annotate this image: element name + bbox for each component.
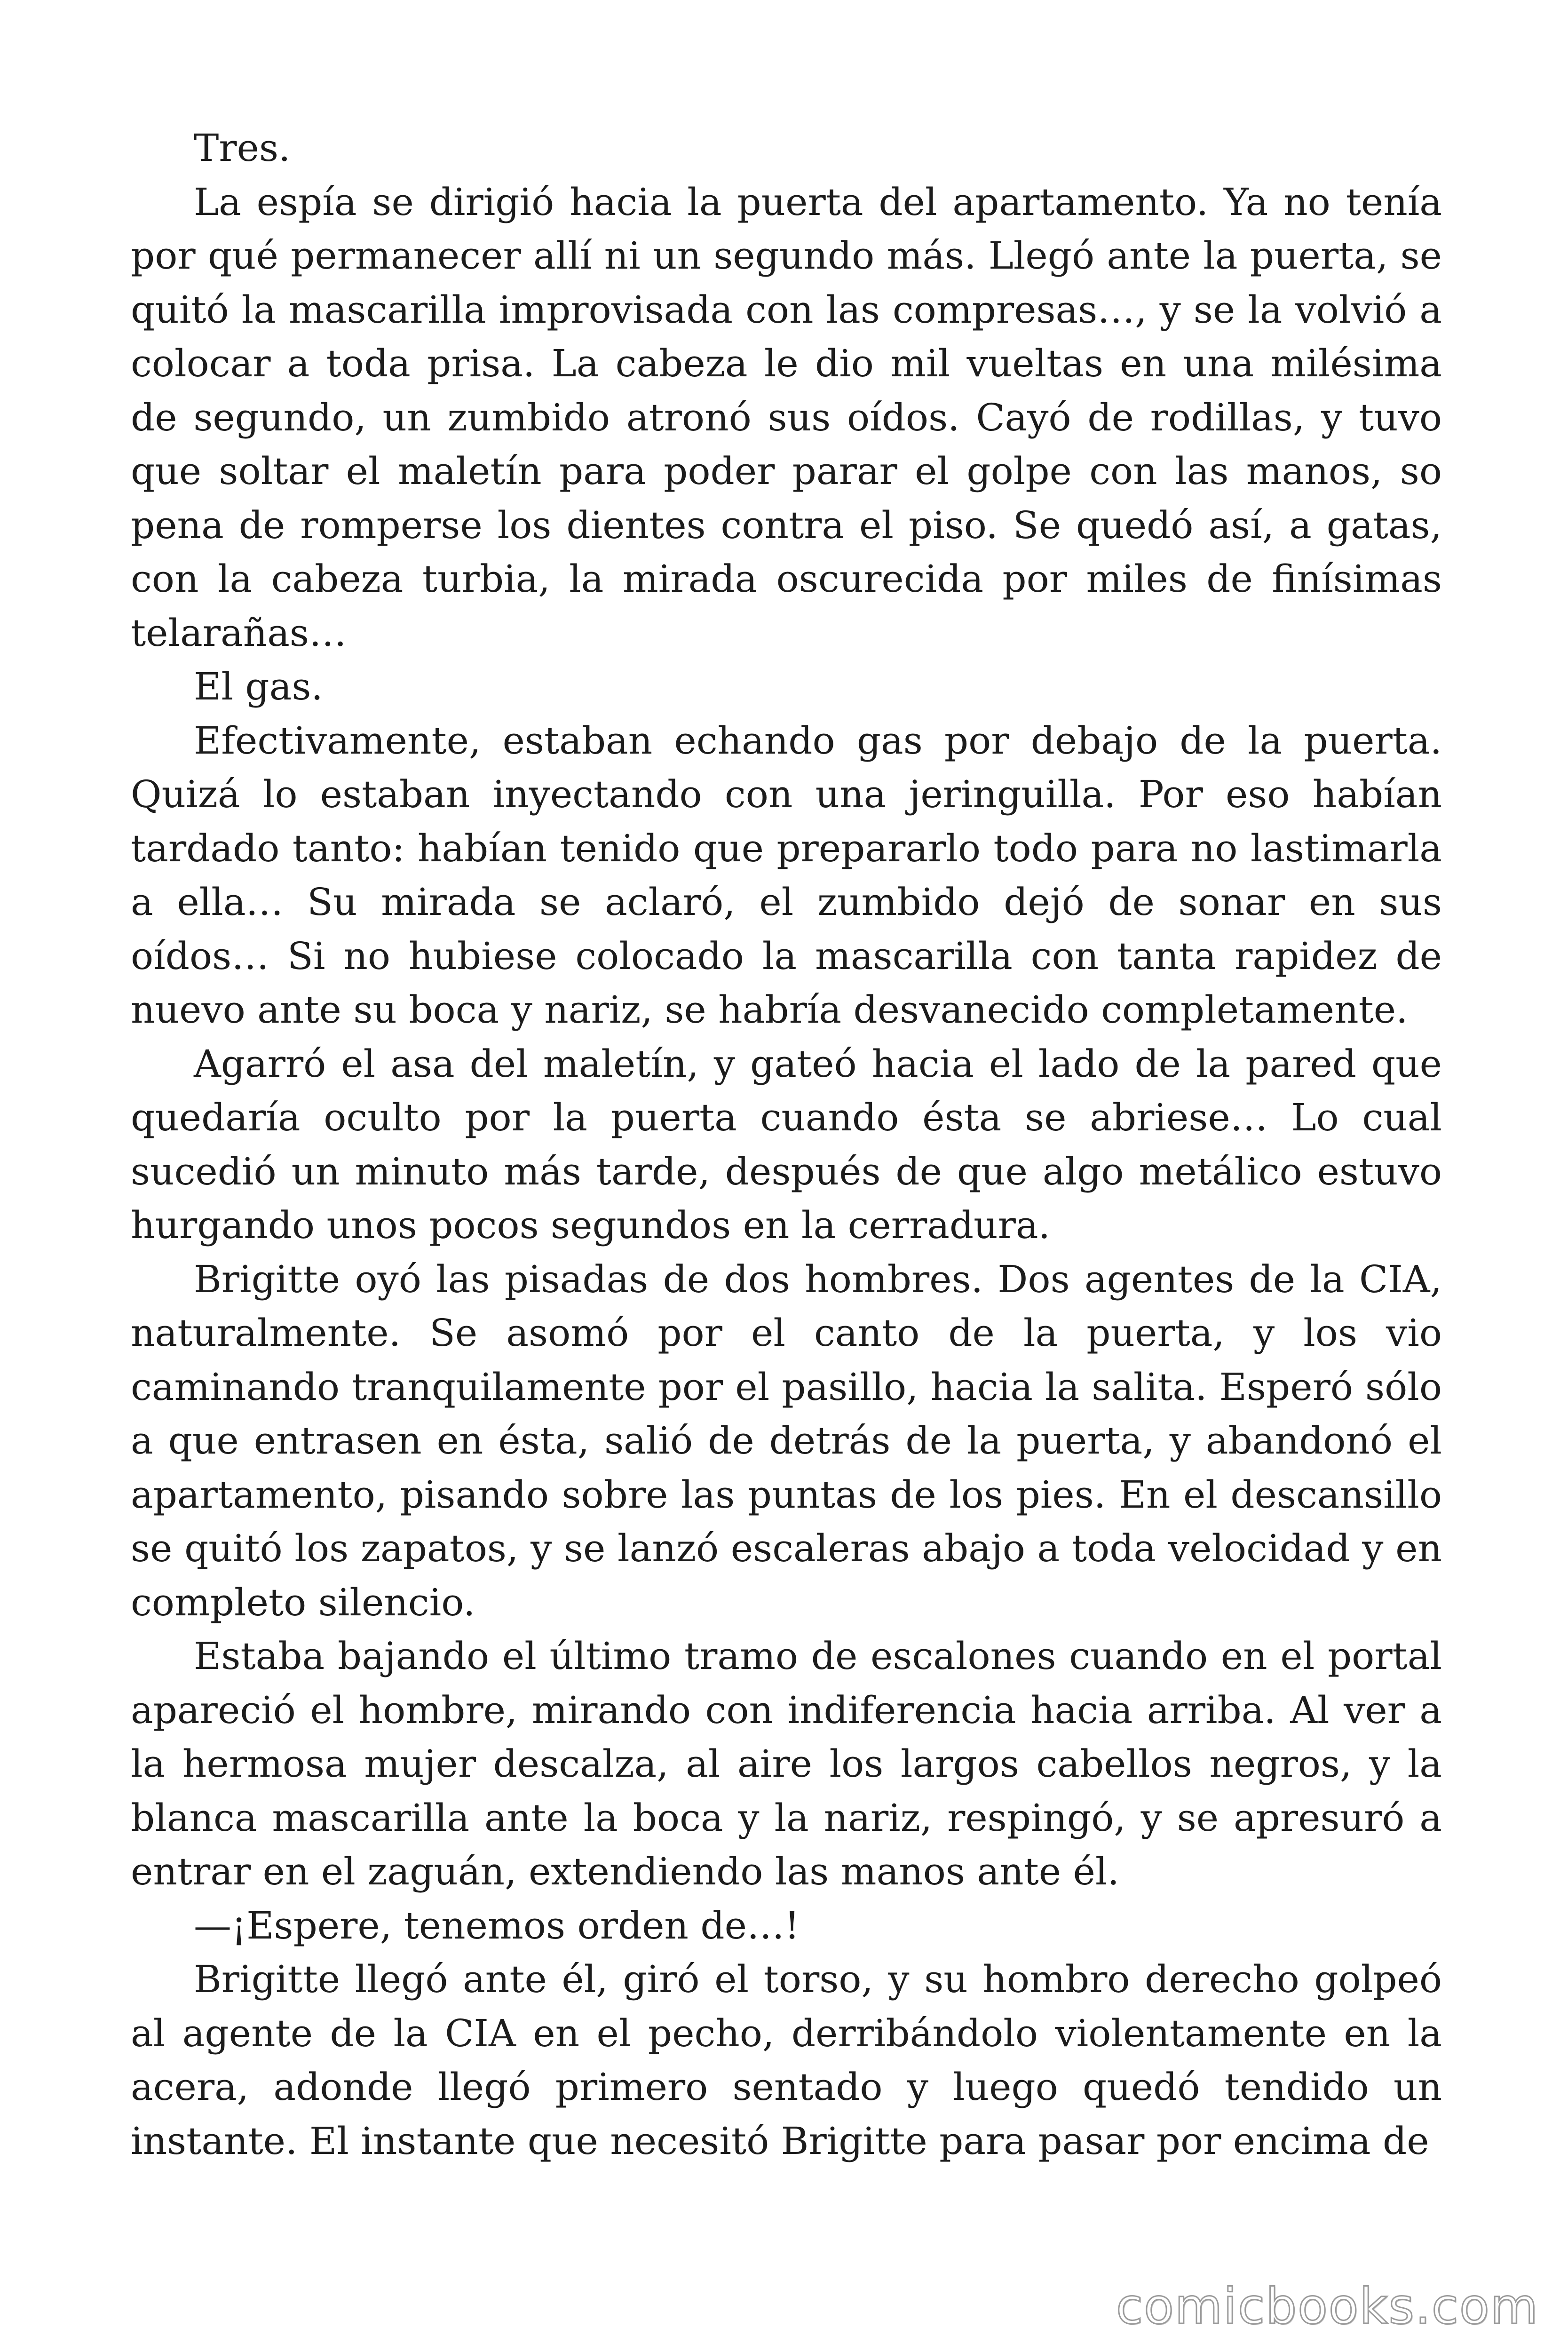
paragraph: Estaba bajando el último tramo de escalones cuando en el portal apareció el hombre, mirando con indiferencia hacia arriba. Al ver a la hermosa mujer descalza, al aire los largos cabellos negros, y la blanca mascarilla ante la boca y la nariz, respingó, y se apresuró a entrar en el zaguán, extendiendo las manos ante él.: [131, 1634, 1442, 1893]
paragraph: Efectivamente, estaban echando gas por debajo de la puerta. Quizá lo estaban inyectando con una jeringuilla. Por eso habían tardado tanto: habían tenido que prepararlo todo para no lastimarla a ella… Su mirada se aclaró, el zumbido dejó de sonar en sus oídos… Si no hubiese colocado la mascarilla con tanta rapidez de nuevo ante su boca y nariz, se habría desvanecido completamente.: [131, 718, 1442, 1032]
body-text: [131, 121, 1442, 2168]
dialogue-line: —¡Espere, tenemos orden de…!: [194, 1903, 800, 1947]
paragraph: Brigitte oyó las pisadas de dos hombres. Dos agentes de la CIA, naturalmente. Se asomó por el canto de la puerta, y los vio caminando tranquilamente por el pasillo, hacia la salita. Esperó sólo a que entrasen en ésta, salió de detrás de la puerta, y abandonó el apartamento, pisando sobre las puntas de los pies. En el descansillo se quitó los zapatos, y se lanzó escaleras abajo a toda velocidad y en completo silencio.: [131, 1257, 1442, 1624]
paragraph: El gas.: [194, 665, 323, 708]
watermark: comicbooks.com: [1116, 2278, 1539, 2335]
paragraph: La espía se dirigió hacia la puerta del apartamento. Ya no tenía por qué permanecer allí ni un segundo más. Llegó ante la puerta, se quitó la mascarilla improvisada con las compresas…, y se la volvió a colocar a toda prisa. La cabeza le dio mil vueltas en una milésima de segundo, un zumbido atronó sus oídos. Cayó de rodillas, y tuvo que soltar el maletín para poder parar el golpe con las manos, so pena de romperse los dientes contra el piso. Se quedó así, a gatas, con la cabeza turbia, la mirada oscurecida por miles de finísimas telarañas…: [131, 180, 1442, 655]
paragraph: Brigitte llegó ante él, giró el torso, y su hombro derecho golpeó al agente de la CIA en el pecho, derribándolo violentamente en la acera, adonde llegó primero sentado y luego quedó tendido un instante. El instante que necesitó Brigitte para pasar por encima de: [131, 1957, 1442, 2163]
paragraph: Tres.: [194, 126, 291, 170]
paragraph: Agarró el asa del maletín, y gateó hacia el lado de la pared que quedaría oculto por la puerta cuando ésta se abriese… Lo cual sucedió un minuto más tarde, después de que algo metálico estuvo hurgando unos pocos segundos en la cerradura.: [131, 1041, 1442, 1247]
